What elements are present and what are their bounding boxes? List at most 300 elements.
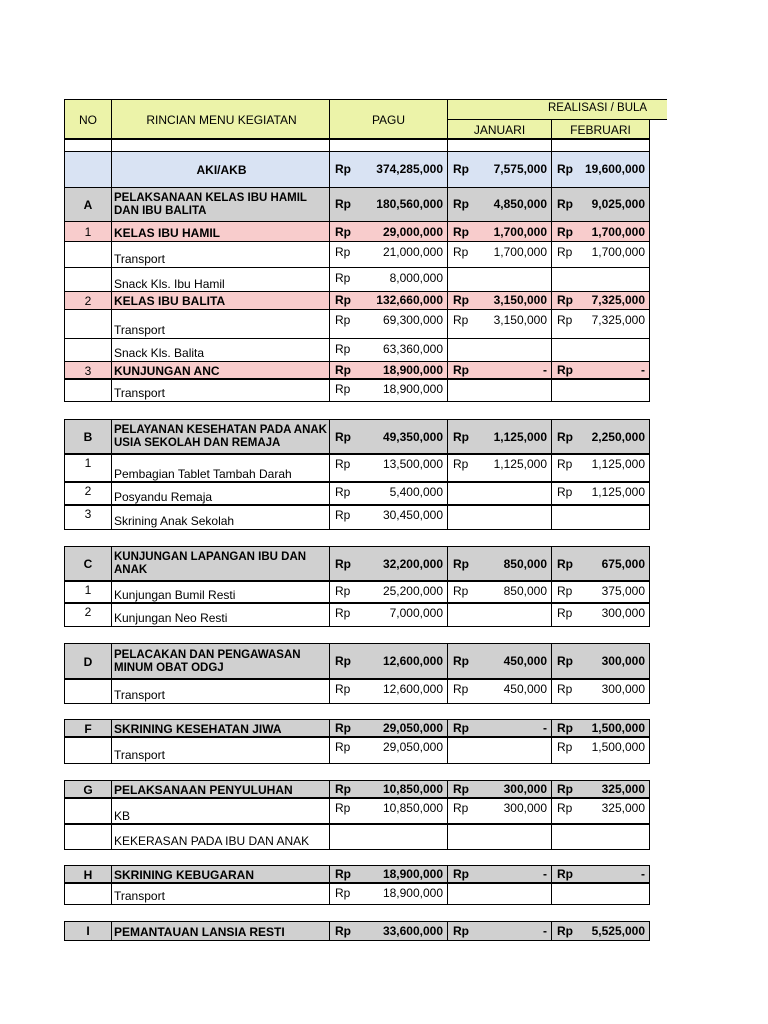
februari-cell[interactable] [551, 267, 650, 293]
amount-value: 132,660,000 [376, 293, 443, 307]
februari-cell[interactable] [551, 453, 650, 483]
amount-value: 675,000 [601, 556, 645, 571]
pagu-cell[interactable] [329, 291, 448, 310]
currency-label: Rp [335, 363, 351, 377]
amount-value: 18,900,000 [382, 867, 443, 881]
row-number: G [83, 782, 93, 797]
currency-label: Rp [335, 382, 351, 396]
description-cell[interactable] [111, 882, 330, 905]
table-row [65, 644, 650, 680]
row-number-cell[interactable] [64, 580, 112, 604]
februari-cell[interactable] [551, 338, 650, 362]
empty-cell[interactable] [551, 138, 650, 152]
amount-value: 325,000 [601, 782, 645, 796]
description-text: Kunjungan Bumil Resti [114, 588, 236, 602]
currency-label: Rp [557, 606, 573, 620]
currency-label: Rp [335, 293, 351, 307]
amount-value: 2,250,000 [591, 429, 645, 444]
amount-value: 33,600,000 [382, 924, 443, 938]
januari-cell[interactable] [447, 338, 552, 362]
row-number-cell[interactable] [64, 602, 112, 627]
amount-value: 1,500,000 [591, 721, 645, 735]
row-number-cell[interactable] [64, 453, 112, 483]
table-row [65, 222, 650, 242]
row-number: B [83, 430, 93, 444]
amount-value: 374,285,000 [376, 162, 443, 176]
currency-label: Rp [453, 924, 469, 938]
currency-label: Rp [335, 342, 351, 356]
row-number-cell[interactable] [64, 797, 112, 825]
currency-label: Rp [335, 271, 351, 285]
currency-label: Rp [557, 584, 573, 598]
row-number-cell[interactable] [64, 882, 112, 905]
currency-label: Rp [557, 485, 573, 499]
row-number: F [84, 721, 92, 736]
pagu-cell[interactable] [329, 546, 448, 582]
currency-label: Rp [453, 867, 469, 881]
description-cell[interactable] [111, 504, 330, 530]
empty-cell[interactable] [329, 138, 448, 152]
currency-label: Rp [453, 457, 469, 471]
amount-value: 19,600,000 [584, 162, 645, 176]
description-text: SKRINING KEBUGARAN [114, 868, 255, 882]
table-row [65, 505, 650, 530]
amount-value: 7,575,000 [493, 162, 547, 176]
description-cell[interactable] [111, 419, 330, 455]
description-cell[interactable] [111, 291, 330, 310]
amount-value: - [543, 721, 547, 735]
februari-cell[interactable] [551, 291, 650, 310]
currency-label: Rp [557, 197, 573, 211]
pagu-cell[interactable] [329, 481, 448, 506]
currency-label: Rp [557, 225, 573, 239]
row-number-cell[interactable] [64, 378, 112, 402]
pagu-cell[interactable] [329, 797, 448, 825]
januari-cell[interactable] [447, 267, 552, 293]
februari-cell[interactable] [551, 241, 650, 268]
row-number-cell[interactable] [64, 267, 112, 293]
header-februari[interactable]: FEBRUARI [551, 119, 650, 140]
amount-value: 21,000,000 [382, 245, 443, 259]
currency-label: Rp [453, 682, 469, 696]
table-row [65, 824, 650, 850]
pagu-cell[interactable] [329, 309, 448, 339]
februari-cell[interactable] [551, 504, 650, 530]
januari-cell[interactable] [447, 921, 552, 941]
amount-value: 1,125,000 [493, 457, 547, 471]
currency-label: Rp [557, 924, 573, 938]
januari-cell[interactable] [447, 453, 552, 483]
pagu-cell[interactable] [329, 882, 448, 905]
currency-label: Rp [335, 162, 351, 176]
februari-cell[interactable] [551, 221, 650, 242]
amount-value: 300,000 [601, 682, 645, 696]
row-number-cell[interactable] [64, 546, 112, 582]
row-number-cell[interactable] [64, 419, 112, 455]
table-row [65, 292, 650, 310]
description-cell[interactable] [111, 378, 330, 402]
amount-value: 18,900,000 [382, 382, 443, 396]
description-cell[interactable] [111, 481, 330, 506]
row-number: 2 [84, 484, 92, 498]
description-text: KUNJUNGAN LAPANGAN IBU DAN ANAK [114, 551, 307, 576]
currency-label: Rp [557, 457, 573, 471]
amount-value: 9,025,000 [591, 197, 645, 211]
description-cell[interactable] [111, 643, 330, 680]
amount-value: 7,325,000 [591, 293, 645, 307]
currency-label: Rp [335, 508, 351, 522]
currency-label: Rp [557, 556, 573, 571]
amount-value: - [543, 924, 547, 938]
januari-cell[interactable] [447, 736, 552, 764]
description-cell[interactable] [111, 546, 330, 582]
januari-cell[interactable] [447, 823, 552, 850]
amount-value: 1,700,000 [591, 225, 645, 239]
pagu-cell[interactable] [329, 736, 448, 764]
januari-cell[interactable] [447, 546, 552, 582]
header-no[interactable]: NO [64, 99, 112, 140]
currency-label: Rp [335, 584, 351, 598]
amount-value: 30,450,000 [382, 508, 443, 522]
description-text: PELACAKAN DAN PENGAWASAN MINUM OBAT ODGJ [114, 648, 301, 674]
row-number-cell[interactable] [64, 309, 112, 339]
description-text: Transport [114, 889, 165, 903]
januari-cell[interactable] [447, 378, 552, 402]
amount-value: 12,600,000 [382, 654, 443, 668]
amount-value: 180,560,000 [376, 197, 443, 211]
description-text: Kunjungan Neo Resti [114, 611, 228, 625]
amount-value: 32,200,000 [382, 556, 443, 571]
pagu-cell[interactable] [329, 187, 448, 222]
description-text: PELAKSANAAN PENYULUHAN [114, 783, 293, 797]
pagu-cell[interactable] [329, 151, 448, 188]
currency-label: Rp [557, 721, 573, 735]
januari-cell[interactable] [447, 678, 552, 704]
currency-label: Rp [557, 740, 573, 754]
februari-cell[interactable] [551, 797, 650, 825]
currency-label: Rp [453, 162, 469, 176]
currency-label: Rp [335, 721, 351, 735]
februari-cell[interactable] [551, 736, 650, 764]
empty-cell[interactable] [111, 138, 330, 152]
currency-label: Rp [453, 654, 469, 668]
currency-label: Rp [557, 782, 573, 796]
amount-value: 18,900,000 [382, 886, 443, 900]
description-text: PELAKSANAAN KELAS IBU HAMIL DAN IBU BALITA [114, 191, 307, 217]
amount-value: 5,400,000 [389, 485, 443, 499]
januari-cell[interactable] [447, 241, 552, 268]
pagu-cell[interactable] [329, 678, 448, 704]
pagu-cell[interactable] [329, 921, 448, 941]
description-cell[interactable] [111, 241, 330, 268]
row-number: 3 [84, 507, 92, 521]
januari-cell[interactable] [447, 419, 552, 455]
februari-cell[interactable] [551, 187, 650, 222]
pagu-cell[interactable] [329, 823, 448, 850]
currency-label: Rp [453, 782, 469, 796]
table-row [65, 737, 650, 764]
currency-label: Rp [335, 606, 351, 620]
row-number-cell[interactable] [64, 221, 112, 242]
currency-label: Rp [335, 924, 351, 938]
pagu-cell[interactable] [329, 241, 448, 268]
currency-label: Rp [557, 162, 573, 176]
januari-cell[interactable] [447, 221, 552, 242]
pagu-cell[interactable] [329, 419, 448, 455]
amount-value: 1,125,000 [591, 485, 645, 499]
description-text: Snack Kls. Ibu Hamil [114, 277, 225, 291]
amount-value: 1,500,000 [591, 740, 645, 754]
currency-label: Rp [557, 245, 573, 259]
row-number-cell[interactable] [64, 823, 112, 850]
februari-cell[interactable] [551, 309, 650, 339]
amount-value: - [543, 867, 547, 881]
description-cell[interactable] [111, 823, 330, 850]
row-number: 2 [84, 293, 92, 308]
row-number-cell[interactable] [64, 338, 112, 362]
table-row [65, 883, 650, 905]
amount-value: 3,150,000 [493, 313, 547, 327]
header-pagu[interactable]: PAGU [329, 99, 448, 140]
currency-label: Rp [335, 197, 351, 211]
empty-cell[interactable] [64, 138, 112, 152]
amount-value: 1,700,000 [591, 245, 645, 259]
currency-label: Rp [453, 584, 469, 598]
description-text: Transport [114, 252, 165, 266]
description-text: KB [114, 809, 131, 823]
row-number: 1 [84, 583, 92, 597]
row-number: 3 [84, 363, 92, 378]
header-januari[interactable]: JANUARI [447, 119, 552, 140]
table-row [65, 547, 650, 582]
pagu-cell[interactable] [329, 267, 448, 293]
februari-cell[interactable] [551, 921, 650, 941]
description-text: Transport [114, 323, 165, 337]
amount-value: 3,150,000 [493, 293, 547, 307]
description-cell[interactable] [111, 151, 330, 188]
februari-cell[interactable] [551, 151, 650, 188]
description-cell[interactable] [111, 187, 330, 222]
row-number: D [83, 654, 93, 669]
pagu-cell[interactable] [329, 338, 448, 362]
februari-cell[interactable] [551, 419, 650, 455]
amount-value: 300,000 [503, 782, 547, 796]
currency-label: Rp [335, 867, 351, 881]
februari-cell[interactable] [551, 580, 650, 604]
currency-label: Rp [557, 867, 573, 881]
februari-cell[interactable] [551, 823, 650, 850]
pagu-cell[interactable] [329, 221, 448, 242]
currency-label: Rp [453, 801, 469, 815]
amount-value: - [641, 363, 645, 377]
currency-label: Rp [335, 654, 351, 668]
description-cell[interactable] [111, 221, 330, 242]
amount-value: 29,000,000 [382, 225, 443, 239]
januari-cell[interactable] [447, 882, 552, 905]
amount-value: 5,525,000 [591, 924, 645, 938]
pagu-cell[interactable] [329, 453, 448, 483]
amount-value: 29,050,000 [382, 721, 443, 735]
amount-value: - [641, 867, 645, 881]
januari-cell[interactable] [447, 797, 552, 825]
empty-cell[interactable] [447, 138, 552, 152]
pagu-cell[interactable] [329, 504, 448, 530]
currency-label: Rp [453, 293, 469, 307]
amount-value: 850,000 [503, 556, 547, 571]
amount-value: 850,000 [503, 584, 547, 598]
description-text: Snack Kls. Balita [114, 346, 205, 360]
row-number: H [83, 867, 93, 882]
currency-label: Rp [453, 225, 469, 239]
table-row [65, 922, 650, 941]
description-text: PELAYANAN KESEHATAN PADA ANAK USIA SEKOLAH DAN REMAJA [114, 424, 327, 449]
currency-label: Rp [557, 293, 573, 307]
row-number: 1 [84, 456, 92, 470]
currency-label: Rp [335, 886, 351, 900]
currency-label: Rp [335, 313, 351, 327]
description-text: KELAS IBU BALITA [114, 294, 226, 308]
description-text: Skrining Anak Sekolah [114, 514, 235, 528]
februari-cell[interactable] [551, 481, 650, 506]
amount-value: 13,500,000 [382, 457, 443, 471]
amount-value: 1,125,000 [591, 457, 645, 471]
description-cell[interactable] [111, 580, 330, 604]
description-text: AKI/AKB [196, 162, 247, 177]
januari-cell[interactable] [447, 187, 552, 222]
amount-value: 1,700,000 [493, 225, 547, 239]
description-text: PEMANTAUAN LANSIA RESTI [114, 925, 285, 939]
table-row [65, 798, 650, 825]
currency-label: Rp [453, 245, 469, 259]
description-text: Transport [114, 688, 165, 702]
currency-label: Rp [335, 225, 351, 239]
currency-label: Rp [453, 197, 469, 211]
row-number-cell[interactable] [64, 643, 112, 680]
row-number-cell[interactable] [64, 187, 112, 222]
table-row [65, 679, 650, 704]
row-number: A [83, 197, 93, 212]
amount-value: 8,000,000 [389, 271, 443, 285]
januari-cell[interactable] [447, 602, 552, 627]
table-row [65, 339, 650, 362]
description-cell[interactable] [111, 921, 330, 941]
row-number-cell[interactable] [64, 291, 112, 310]
currency-label: Rp [557, 363, 573, 377]
header-rincian[interactable]: RINCIAN MENU KEGIATAN [111, 99, 330, 140]
januari-cell[interactable] [447, 481, 552, 506]
amount-value: 450,000 [503, 654, 547, 668]
table-row [65, 268, 650, 293]
amount-value: 450,000 [503, 682, 547, 696]
amount-value: 18,900,000 [382, 363, 443, 377]
januari-cell[interactable] [447, 291, 552, 310]
amount-value: 29,050,000 [382, 740, 443, 754]
amount-value: 7,000,000 [389, 606, 443, 620]
februari-cell[interactable] [551, 546, 650, 582]
currency-label: Rp [557, 654, 573, 668]
amount-value: 69,300,000 [382, 313, 443, 327]
amount-value: 12,600,000 [382, 682, 443, 696]
table-row [65, 454, 650, 483]
februari-cell[interactable] [551, 602, 650, 627]
januari-cell[interactable] [447, 643, 552, 680]
header-realisasi[interactable]: REALISASI / BULA [447, 99, 667, 120]
description-text: SKRINING KESEHATAN JIWA [114, 722, 282, 736]
amount-value: 49,350,000 [382, 429, 443, 444]
amount-value: 63,360,000 [382, 342, 443, 356]
description-text: KELAS IBU HAMIL [114, 226, 220, 240]
row-number: 1 [84, 224, 92, 239]
row-number-cell[interactable] [64, 921, 112, 941]
amount-value: 325,000 [601, 801, 645, 815]
currency-label: Rp [335, 457, 351, 471]
row-number-cell[interactable] [64, 151, 112, 188]
currency-label: Rp [557, 801, 573, 815]
description-cell[interactable] [111, 267, 330, 293]
description-cell[interactable] [111, 338, 330, 362]
currency-label: Rp [453, 313, 469, 327]
januari-cell[interactable] [447, 504, 552, 530]
februari-cell[interactable] [551, 378, 650, 402]
description-text: KUNJUNGAN ANC [114, 364, 220, 378]
description-text: Pembagian Tablet Tambah Darah [114, 467, 292, 481]
description-cell[interactable] [111, 797, 330, 825]
description-cell[interactable] [111, 736, 330, 764]
currency-label: Rp [557, 682, 573, 696]
currency-label: Rp [335, 429, 351, 444]
amount-value: 10,850,000 [382, 801, 443, 815]
table-row [65, 420, 650, 455]
table-row [65, 242, 650, 268]
currency-label: Rp [453, 429, 469, 444]
description-text: KEKERASAN PADA IBU DAN ANAK [114, 834, 310, 848]
februari-cell[interactable] [551, 643, 650, 680]
row-number-cell[interactable] [64, 736, 112, 764]
amount-value: 25,200,000 [382, 584, 443, 598]
row-number-cell[interactable] [64, 504, 112, 530]
februari-cell[interactable] [551, 678, 650, 704]
januari-cell[interactable] [447, 151, 552, 188]
amount-value: 375,000 [601, 584, 645, 598]
description-text: Transport [114, 386, 165, 400]
currency-label: Rp [335, 556, 351, 571]
description-cell[interactable] [111, 602, 330, 627]
description-cell[interactable] [111, 678, 330, 704]
amount-value: 300,000 [503, 801, 547, 815]
pagu-cell[interactable] [329, 378, 448, 402]
pagu-cell[interactable] [329, 580, 448, 604]
row-number-cell[interactable] [64, 678, 112, 704]
table-row [65, 188, 650, 222]
row-number-cell[interactable] [64, 481, 112, 506]
amount-value: 1,700,000 [493, 245, 547, 259]
januari-cell[interactable] [447, 580, 552, 604]
januari-cell[interactable] [447, 309, 552, 339]
amount-value: 1,125,000 [493, 429, 547, 444]
amount-value: - [543, 363, 547, 377]
currency-label: Rp [453, 556, 469, 571]
description-cell[interactable] [111, 453, 330, 483]
pagu-cell[interactable] [329, 602, 448, 627]
februari-cell[interactable] [551, 882, 650, 905]
row-number-cell[interactable] [64, 241, 112, 268]
table-row [65, 152, 650, 188]
currency-label: Rp [335, 485, 351, 499]
pagu-cell[interactable] [329, 643, 448, 680]
amount-value: 300,000 [601, 606, 645, 620]
description-text: Posyandu Remaja [114, 490, 213, 504]
description-cell[interactable] [111, 309, 330, 339]
